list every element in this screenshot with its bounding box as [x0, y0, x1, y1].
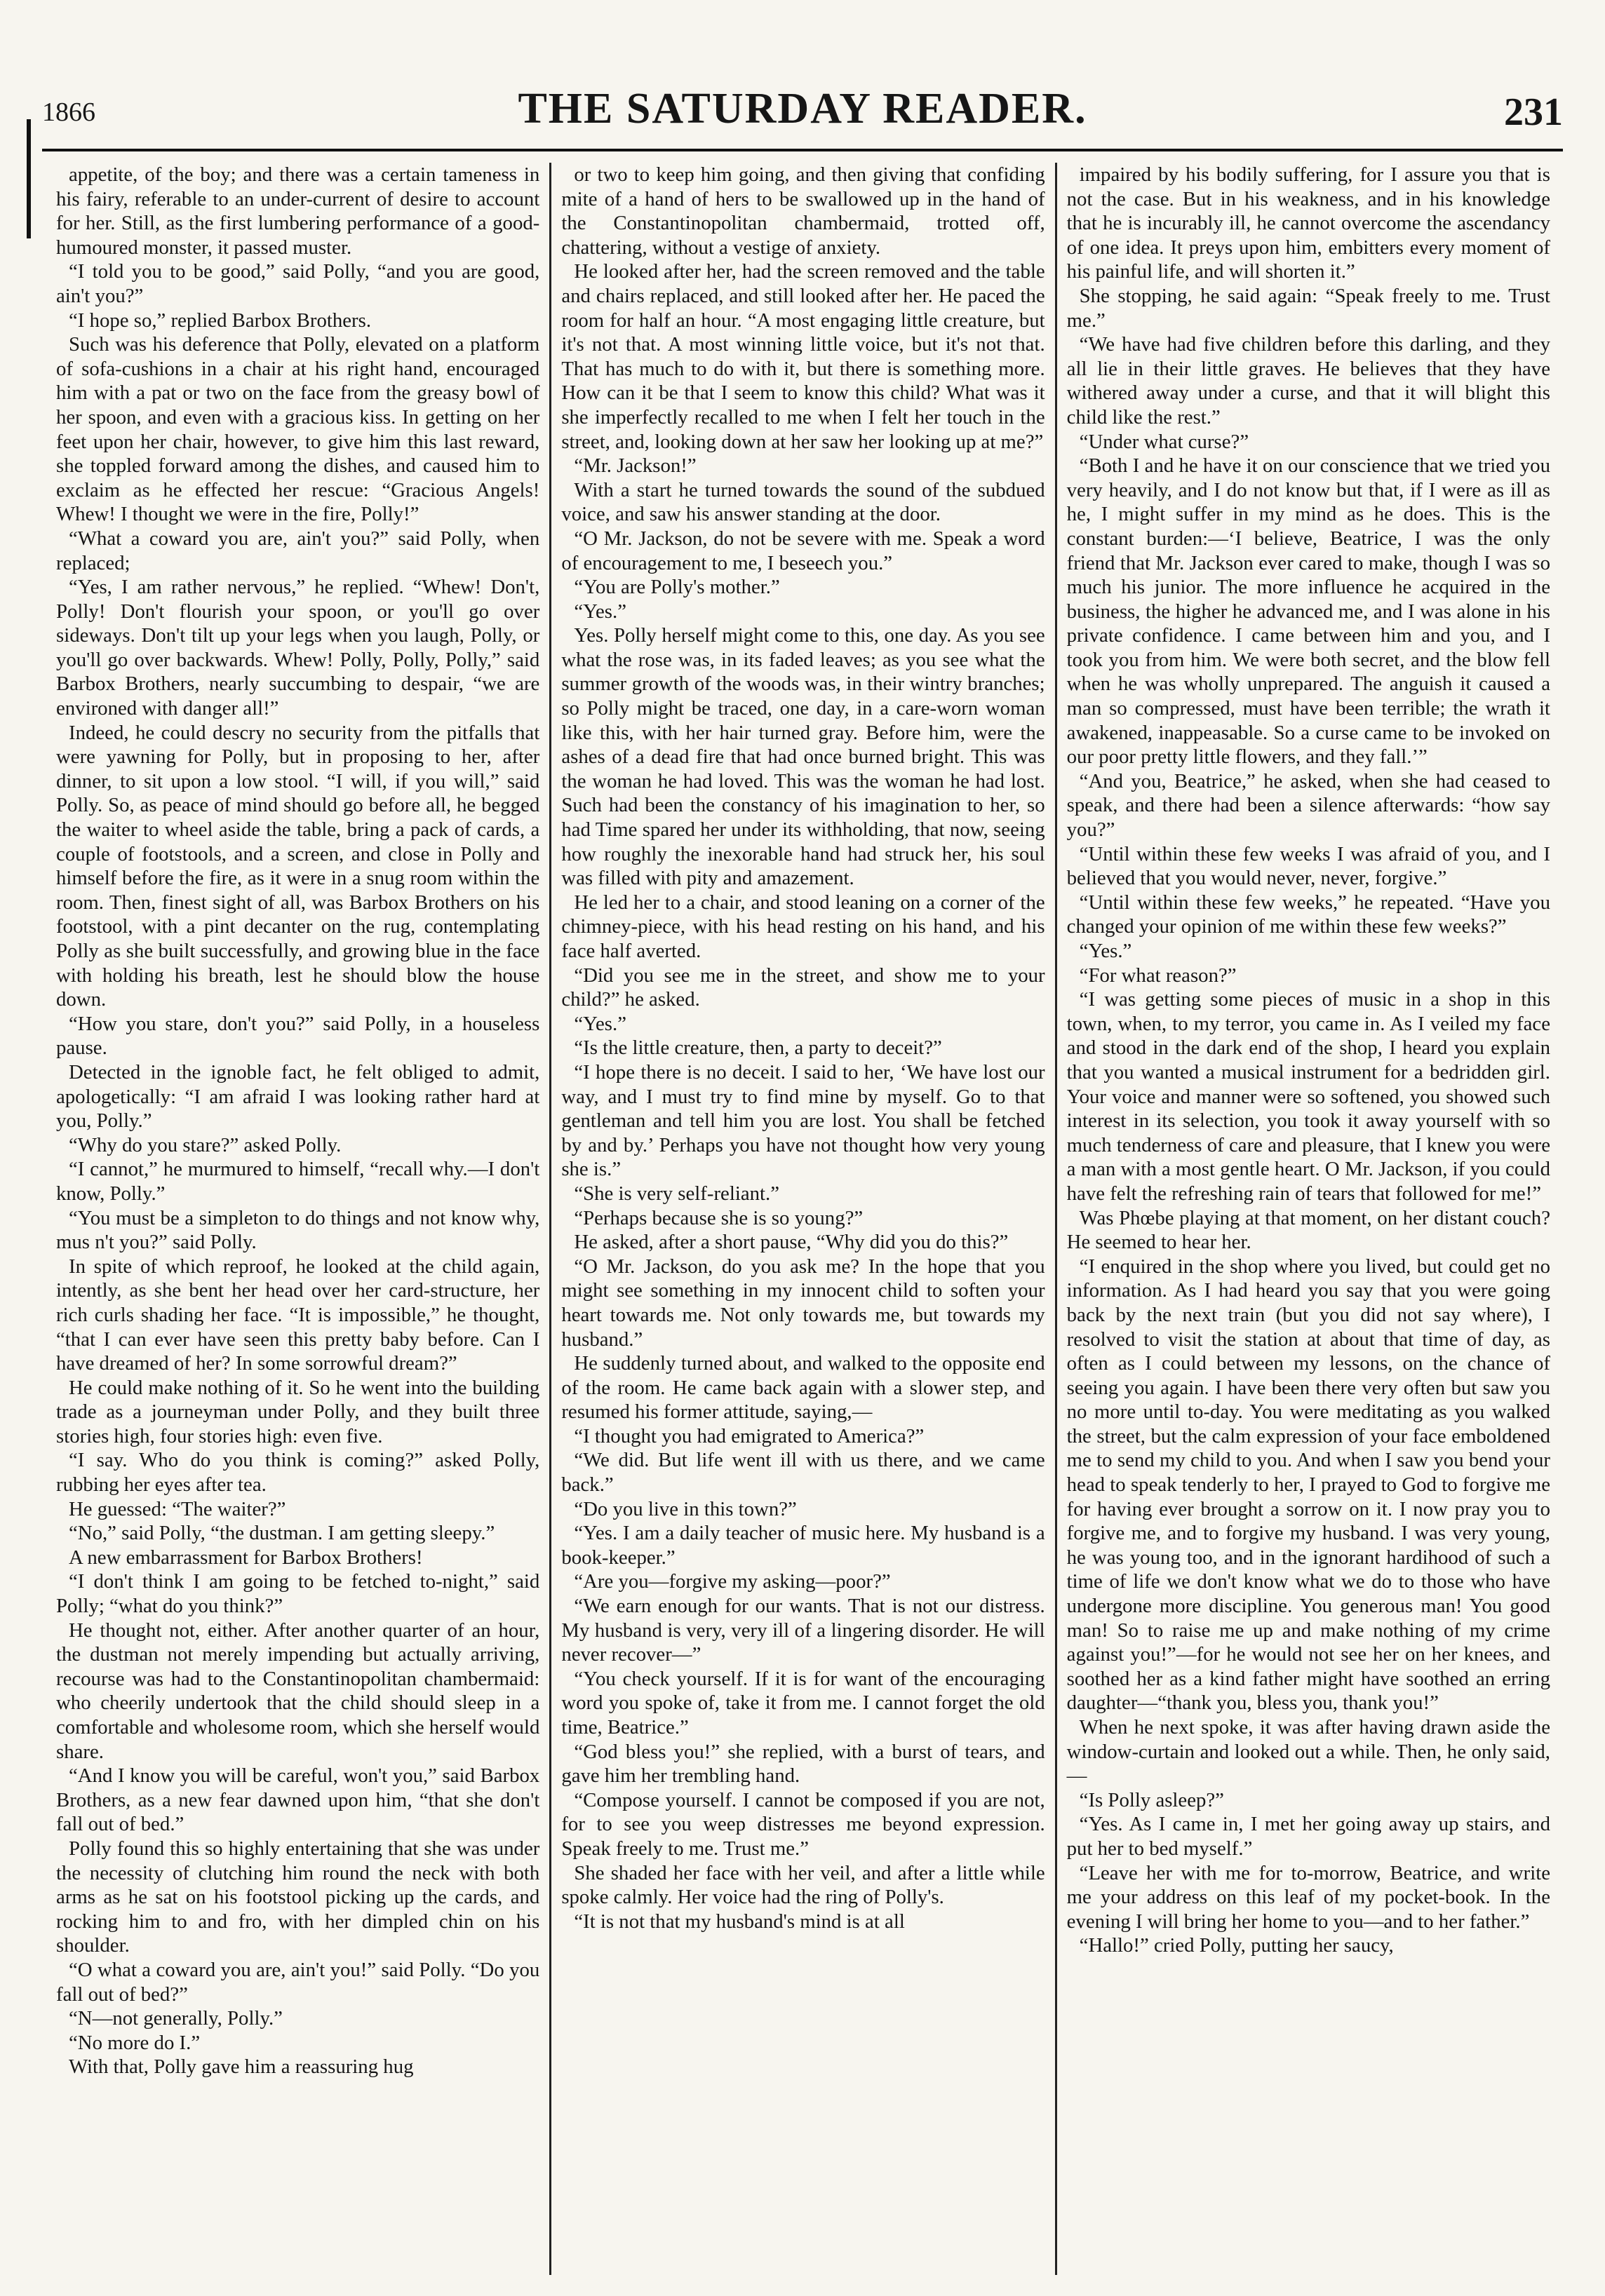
paragraph: “Is Polly asleep?”	[1079, 1788, 1224, 1811]
paragraph: “For what reason?”	[1079, 964, 1237, 987]
paragraph: Polly found this so highly entertaining that she was under the necessity of clutching him round the neck with both arms as he sat on his footstool picking up the cards, and rocking him to and fro, with her dimpled chin on his shoulder.	[56, 1837, 540, 1957]
paragraph: “O what a coward you are, ain't you!” said Polly. “Do you fall out of bed?”	[56, 1958, 540, 2006]
paragraph: Such was his deference that Polly, elevated on a platform of sofa-cushions in a chair at his right hand, encouraged him with a pat or two on the face from the greasy bowl of her spoon, and even with a gracious kiss. In getting on her feet upon her chair, however, to give him this last reward, she toppled forward among the dishes, and caused him to exclaim as he effected her rescue: “Gracious Angels! Whew! I thought we were in the fire, Polly!”	[56, 333, 540, 526]
paragraph: “I don't think I am going to be fetched to-night,” said Polly; “what do you think?”	[56, 1570, 540, 1618]
paragraph: “It is not that my husband's mind is at all	[574, 1910, 905, 1933]
paragraph: “God bless you!” she replied, with a burst of tears, and gave him her trembling hand.	[561, 1740, 1045, 1788]
paragraph: Detected in the ignoble fact, he felt obliged to admit, apologetically: “I am afraid I was looking rather hard at you, Polly.”	[56, 1060, 540, 1133]
paragraph: “I thought you had emigrated to America?”	[574, 1424, 925, 1447]
paragraph: “And I know you will be careful, won't you,” said Barbox Brothers, as a new fear dawned upon him, “that she don't fall out of bed.”	[56, 1764, 540, 1836]
paragraph: “No more do I.”	[69, 2031, 201, 2054]
paragraph: or two to keep him going, and then giving that confiding mite of a hand of hers to be swallowed up in the hand of the Constantinopolitan chambermaid, trotted off, chattering, without a vestige of anxiety.	[561, 163, 1045, 259]
paragraph: When he next spoke, it was after having drawn aside the window-curtain and looked out a while. Then, he only said,—	[1066, 1716, 1550, 1788]
paragraph: “Yes, I am rather nervous,” he replied. “Whew! Don't, Polly! Don't flourish your spoon, or you'll go over sideways. Don't tilt up your legs when you laugh, Polly, or you'll go over backwards. Whew! Polly, Polly, Polly,” said Barbox Brothers, nearly succumbing to despair, “we are environed with danger all!”	[56, 576, 540, 720]
paragraph: “Compose yourself. I cannot be composed if you are not, for to see you weep distresses me beyond expression. Speak freely to me. Trust me.”	[561, 1788, 1045, 1860]
paragraph: “I cannot,” he murmured to himself, “recall why.—I don't know, Polly.”	[56, 1158, 540, 1205]
page-number: 231	[1504, 90, 1563, 134]
paragraph: “Perhaps because she is so young?”	[574, 1206, 864, 1229]
paragraph: “Yes. I am a daily teacher of music here. My husband is a book-keeper.”	[561, 1522, 1045, 1569]
paragraph: “Are you—forgive my asking—poor?”	[574, 1570, 891, 1593]
paragraph: “You are Polly's mother.”	[574, 576, 780, 599]
paragraph: “She is very self-reliant.”	[574, 1182, 779, 1205]
paragraph: She shaded her face with her veil, and after a little while spoke calmly. Her voice had the ring of Polly's.	[561, 1861, 1045, 1909]
paragraph: “Yes. As I came in, I met her going away up stairs, and put her to bed myself.”	[1066, 1813, 1550, 1860]
paragraph: “Both I and he have it on our conscience that we tried you very heavily, and I do not know but that, if I were as ill as he, I might suffer in my mind as he does. This is the constant burden:—‘I believe, Beatrice, I was the only friend that Mr. Jackson ever cared to make, though I was so much his junior. The more influence he acquired in the business, the higher he advanced me, and I was alone in his private confidence. I came between him and you, and I took you from him. We were both secret, and the blow fell when he was wholly unprepared. The anguish it caused a man so compressed, must have been terrible; the wrath it awakened, inappeasable. So a curse came to be invoked on our poor pretty little flowers, and they fall.’”	[1066, 454, 1550, 769]
paragraph: He led her to a chair, and stood leaning on a corner of the chimney-piece, with his head resting on his hand, and his face half averted.	[561, 891, 1045, 962]
paragraph: “What a coward you are, ain't you?” said Polly, when replaced;	[56, 527, 540, 574]
paragraph: He looked after her, had the screen removed and the table and chairs replaced, and still looked after her. He paced the room for half an hour. “A most engaging little creature, but it's not that. A most winning little voice, but it's not that. That has much to do with it, but there is something more. How can it be that I seem to know this child? What was it she imperfectly recalled to me when I felt her touch in the street, and, looking down at her saw her looking up at me?”	[561, 260, 1045, 453]
paragraph: “We earn enough for our wants. That is not our distress. My husband is very, very ill of a lingering disorder. He will never recover—”	[561, 1595, 1045, 1666]
paragraph: “I was getting some pieces of music in a shop in this town, when, to my terror, you came in. As I veiled my face and stood in the dark end of the shop, I heard you explain that you wanted a musical instrument for a bedridden girl. Your voice and manner were so softened, you showed such interest in its selection, you took it away yourself with so much tenderness of care and pleasure, that I knew you were a man with a most gentle heart. O Mr. Jackson, if you could have felt the refreshing rain of tears that followed for me!”	[1066, 988, 1550, 1205]
article-columns	[46, 163, 1560, 2275]
column-1	[46, 163, 549, 2275]
paragraph: appetite, of the boy; and there was a certain tameness in his fairy, referable to an under-current of desire to account for her. Still, as the first lumbering performance of a good-humoured monster, it passed muster.	[56, 163, 540, 259]
paragraph: With a start he turned towards the sound of the subdued voice, and saw his answer standing at the door.	[561, 478, 1045, 526]
issue-year: 1866	[42, 97, 95, 127]
paragraph: “I say. Who do you think is coming?” asked Polly, rubbing her eyes after tea.	[56, 1449, 540, 1497]
paragraph: “We did. But life went ill with us there, and we came back.”	[561, 1449, 1045, 1497]
paragraph: “Mr. Jackson!”	[574, 454, 697, 478]
paragraph: Yes. Polly herself might come to this, one day. As you see what the rose was, in its faded leaves; as you see what the summer growth of the woods was, in their wintry branches; so Polly might be traced, one day, in a care-worn woman like this, with her hair turned gray. Before him, were the ashes of a dead fire that had once burned bright. This was the woman he had loved. This was the woman he had lost. Such had been the constancy of his imagination to her, so had Time spared her under its withholding, that now, seeing how roughly the inexorable hand had struck her, his soul was filled with pity and amazement.	[561, 624, 1045, 890]
paragraph: He guessed: “The waiter?”	[69, 1497, 286, 1520]
paragraph: “Is the little creature, then, a party to deceit?”	[574, 1036, 942, 1060]
paragraph: “Do you live in this town?”	[574, 1497, 797, 1520]
publication-title: THE SATURDAY READER.	[518, 85, 1087, 133]
paragraph: Indeed, he could descry no security from the pitfalls that were yawning for Polly, but in proposing to her, after dinner, to sit upon a low stool. “I will, if you will,” said Polly. So, as peace of mind should go before all, he begged the waiter to wheel aside the table, bring a pack of cards, a couple of footstools, and a screen, and close in Polly and himself before the fire, as it were in a snug room within the room. Then, finest sight of all, was Barbox Brothers on his footstool, with a pint decanter on the rug, contemplating Polly as she built successfully, and growing blue in the face with holding his breath, lest he should blow the house down.	[56, 721, 540, 1011]
paragraph: “You must be a simpleton to do things and not know why, mus n't you?” said Polly.	[56, 1206, 540, 1254]
paragraph: “Yes.”	[1079, 940, 1132, 962]
paragraph: He thought not, either. After another quarter of an hour, the dustman not merely impending but actually arriving, recourse was had to the Constantinopolitan chambermaid: who cheerily undertook that the child should sleep in a comfortable and wholesome room, which she herself would share.	[56, 1619, 540, 1763]
masthead	[42, 84, 1563, 147]
paragraph: “Did you see me in the street, and show me to your child?” he asked.	[561, 964, 1045, 1011]
paragraph: “Until within these few weeks I was afraid of you, and I believed that you would never, never, forgive.”	[1066, 842, 1550, 890]
paragraph: A new embarrassment for Barbox Brothers!	[69, 1546, 423, 1569]
paragraph: “Leave her with me for to-morrow, Beatrice, and write me your address on this leaf of my pocket-book. In the evening I will bring her home to you—and to her father.”	[1066, 1861, 1550, 1933]
paragraph: impaired by his bodily suffering, for I assure you that is not the case. But in his weakness, and in his knowledge that he is incurably ill, he cannot overcome the ascendancy of one idea. It preys upon him, embitters every moment of his painful life, and will shorten it.”	[1066, 163, 1550, 283]
paragraph: “O Mr. Jackson, do you ask me? In the hope that you might see something in my innocent child to soften your heart towards me. Not only towards me, but towards my husband.”	[561, 1255, 1045, 1351]
paragraph: “Under what curse?”	[1079, 430, 1249, 453]
paragraph: Was Phœbe playing at that moment, on her distant couch? He seemed to hear her.	[1066, 1206, 1550, 1254]
paragraph: “Until within these few weeks,” he repeated. “Have you changed your opinion of me within these few weeks?”	[1066, 891, 1550, 938]
column-2	[549, 163, 1054, 2275]
paragraph: “I hope so,” replied Barbox Brothers.	[69, 309, 372, 332]
paragraph: “No,” said Polly, “the dustman. I am getting sleepy.”	[69, 1522, 495, 1545]
paragraph: “O Mr. Jackson, do not be severe with me. Speak a word of encouragement to me, I beseech you.”	[561, 527, 1045, 574]
header-rule	[42, 149, 1563, 151]
paragraph: In spite of which reproof, he looked at the child again, intently, as she bent her head over her card-structure, her rich curls shading her face. “It is impossible,” he thought, “that I can ever have seen this pretty baby before. Can I have dreamed of her? In some sorrowful dream?”	[56, 1255, 540, 1375]
paragraph: “I hope there is no deceit. I said to her, ‘We have lost our way, and I must try to find mine by myself. Go to that gentleman and tell him you are lost. You shall be fetched by and by.’ Perhaps you have not thought how very young she is.”	[561, 1060, 1045, 1181]
paragraph: “I enquired in the shop where you lived, but could get no information. As I had heard you say that you were going back by the next train (but you did not say where), I resolved to visit the station at about that time of day, as often as I could between my lessons, on the chance of seeing you again. I have been there very often but saw you no more until to-day. You were meditating as you walked the street, but the calm expression of your face emboldened me to send my child to you. And when I saw you bend your head to speak tenderly to her, I prayed to God to forgive me for having ever brought a sorrow on it. I now pray you to forgive me, and to forgive my husband. I was very young, he was young too, and in the ignorant hardihood of such a time of life we don't know what we do to those who have undergone more discipline. You generous man! You good man! So to raise me up and make nothing of my crime against you!”—for he would not see her on her knees, and soothed her as a kind father might have soothed an erring daughter—“thank you, bless you, thank you!”	[1066, 1255, 1550, 1715]
column-3	[1055, 163, 1560, 2275]
paragraph: “Yes.”	[574, 600, 626, 623]
paragraph: “You check yourself. If it is for want of the encouraging word you spoke of, take it from me. I cannot forget the old time, Beatrice.”	[561, 1667, 1045, 1738]
paragraph: “Yes.”	[574, 1012, 626, 1035]
paragraph: “And you, Beatrice,” he asked, when she had ceased to speak, and there had been a silence afterwards: “how say you?”	[1066, 769, 1550, 842]
margin-rule	[27, 119, 31, 238]
paragraph: With that, Polly gave him a reassuring hug	[69, 2055, 414, 2079]
paragraph: She stopping, he said again: “Speak freely to me. Trust me.”	[1066, 284, 1550, 332]
paragraph: “I told you to be good,” said Polly, “and you are good, ain't you?”	[56, 260, 540, 307]
paragraph: “N—not generally, Polly.”	[69, 2007, 283, 2030]
paragraph: “How you stare, don't you?” said Polly, in a houseless pause.	[56, 1012, 540, 1060]
paragraph: “Why do you stare?” asked Polly.	[69, 1133, 342, 1156]
paragraph: He could make nothing of it. So he went into the building trade as a journeyman under Polly, and they built three stories high, four stories high: even five.	[56, 1376, 540, 1447]
paragraph: “Hallo!” cried Polly, putting her saucy,	[1079, 1934, 1394, 1957]
paragraph: He suddenly turned about, and walked to the opposite end of the room. He came back again with a slower step, and resumed his former attitude, saying,—	[561, 1352, 1045, 1424]
paragraph: “We have had five children before this darling, and they all lie in their little graves. He believes that they have withered away under a curse, and that it will blight this child like the rest.”	[1066, 333, 1550, 428]
paragraph: He asked, after a short pause, “Why did you do this?”	[574, 1231, 1009, 1254]
